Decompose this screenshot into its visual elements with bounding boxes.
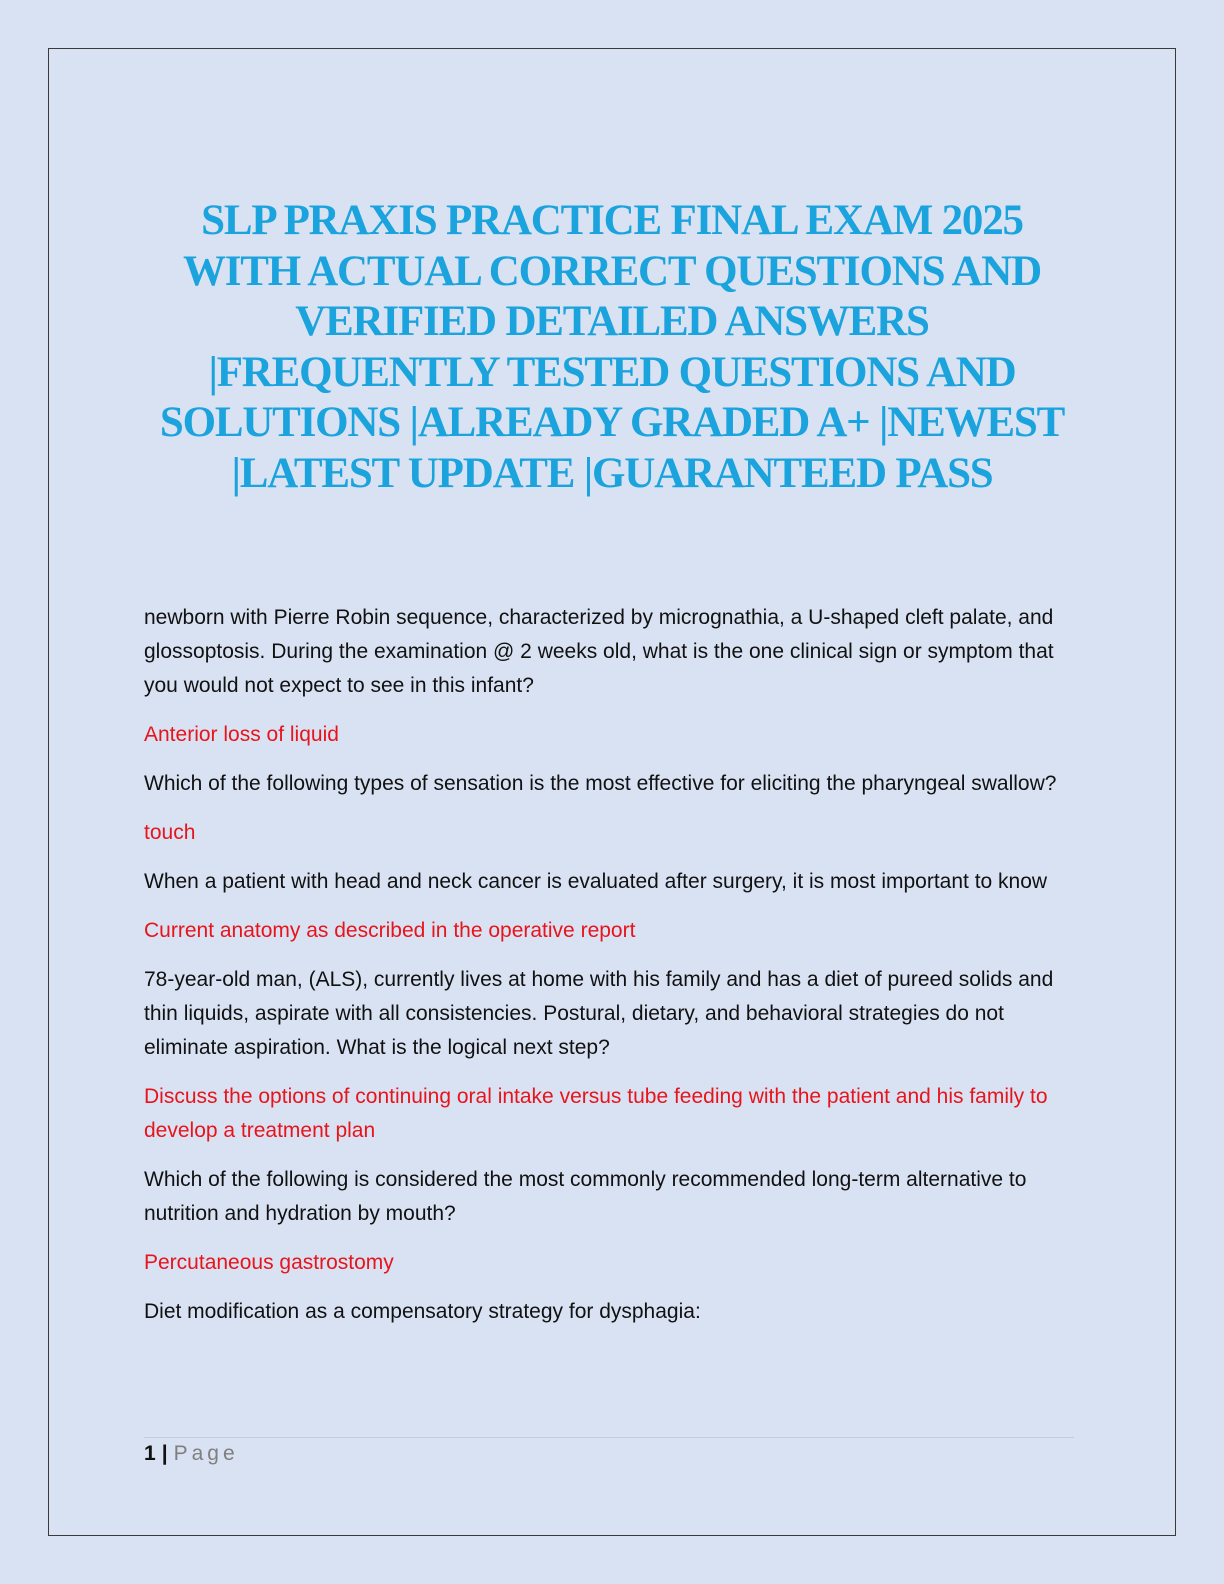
page-label: Page (173, 1442, 239, 1465)
question-text: Diet modification as a compensatory strategy for dysphagia: (144, 1300, 701, 1323)
answer-text: Anterior loss of liquid (144, 723, 339, 746)
qa-content (144, 601, 1080, 1344)
answer-text: Current anatomy as described in the operative report (144, 919, 636, 942)
title-line: |FREQUENTLY TESTED QUESTIONS AND (208, 348, 1016, 396)
title-line: SOLUTIONS |ALREADY GRADED A+ |NEWEST (159, 399, 1065, 446)
question-text: When a patient with head and neck cancer is evaluated after surgery, it is most important to know (144, 870, 1048, 893)
page-number: 1 (144, 1442, 156, 1465)
footer-separator: | (161, 1442, 168, 1465)
title-line: SLP PRAXIS PRACTICE FINAL EXAM 2025 (201, 197, 1023, 244)
question-text: 78-year-old man, (ALS), currently lives at home with his family and has a diet of pureed solids and thin liquids, aspirate with all consistencies. Postural, dietary, and behavioral strategies do not eliminate aspiration. What is the logical next step? (144, 968, 1054, 1059)
document-title (120, 196, 1104, 499)
question-text: Which of the following is considered the most commonly recommended long-term alternative to nutrition and hydration by mouth? (144, 1168, 1027, 1225)
page-footer (144, 1440, 239, 1468)
title-line: |LATEST UPDATE |GUARANTEED PASS (231, 449, 993, 497)
title-line: WITH ACTUAL CORRECT QUESTIONS AND (182, 247, 1042, 295)
question-text: Which of the following types of sensation is the most effective for eliciting the pharyngeal swallow? (144, 772, 1057, 795)
question-text: newborn with Pierre Robin sequence, characterized by micrognathia, a U-shaped cleft palate, and glossoptosis. During the examination @ 2 weeks old, what is the one clinical sign or symptom that you would not expect to see in this infant? (144, 606, 1054, 697)
answer-text: touch (144, 821, 196, 844)
answer-text: Percutaneous gastrostomy (144, 1251, 394, 1274)
footer-divider (144, 1437, 1074, 1438)
title-line: VERIFIED DETAILED ANSWERS (295, 298, 929, 345)
answer-text: Discuss the options of continuing oral intake versus tube feeding with the patient and his family to develop a treatment plan (144, 1085, 1048, 1142)
